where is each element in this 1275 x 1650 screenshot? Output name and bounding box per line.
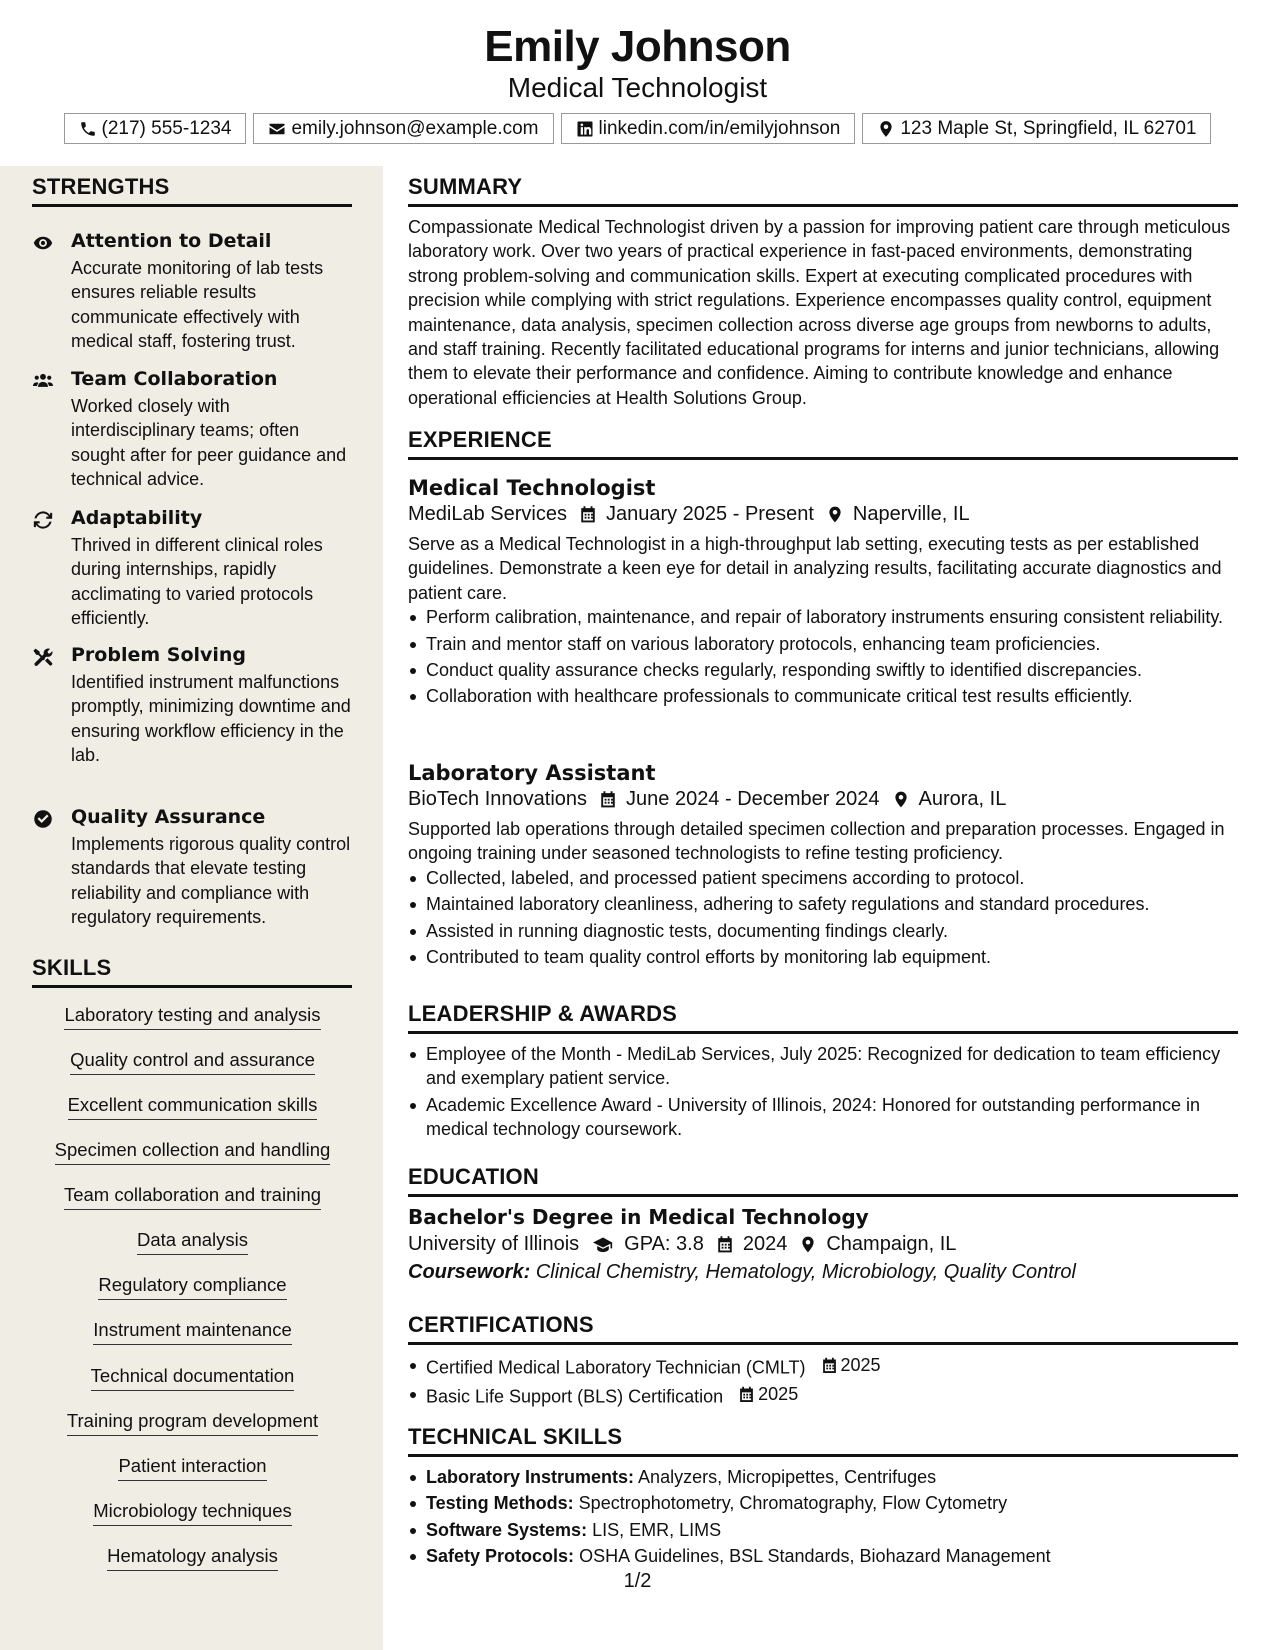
- job-bullets: [408, 605, 1238, 709]
- resume-header: [0, 0, 1275, 160]
- strengths-heading: STRENGTHS: [32, 174, 352, 207]
- strength-desc: Identified instrument malfunctions promptly, minimizing downtime and ensuring workflow efficiency in the lab.: [71, 672, 351, 766]
- job-title: Medical Technologist: [408, 476, 656, 500]
- skill-item: Training program development: [20, 1410, 365, 1436]
- skill-item: Team collaboration and training: [20, 1184, 365, 1210]
- technical-skill-item: Safety Protocols: OSHA Guidelines, BSL Standards, Biohazard Management: [408, 1544, 1238, 1568]
- calendar-icon: [738, 1386, 755, 1403]
- job-location: Aurora, IL: [918, 788, 1007, 810]
- skill-item: Instrument maintenance: [20, 1319, 365, 1345]
- certification-item: [408, 1353, 1238, 1380]
- contact-address: [862, 113, 1211, 144]
- award-item: Employee of the Month - MediLab Services, July 2025: Recognized for dedication to team efficiency and exemplary patient service.: [408, 1042, 1238, 1091]
- check-circle-icon: [32, 809, 54, 829]
- leadership-heading: LEADERSHIP & AWARDS: [408, 1001, 1238, 1034]
- sidebar: [0, 166, 383, 1650]
- location-pin-icon: [826, 505, 844, 524]
- contact-phone: [64, 113, 247, 144]
- certification-name: Basic Life Support (BLS) Certification: [426, 1386, 724, 1407]
- skill-item: Regulatory compliance: [20, 1274, 365, 1300]
- job-location: Naperville, IL: [852, 503, 970, 525]
- location-pin-icon: [877, 120, 895, 138]
- strength-title: Team Collaboration: [71, 368, 278, 390]
- contact-email-text[interactable]: emily.johnson@example.com: [291, 117, 539, 139]
- strength-desc: Accurate monitoring of lab tests ensures reliable results communicate effectively with medical staff, fostering trust.: [71, 258, 324, 352]
- contact-bar: [0, 113, 1275, 144]
- degree-name: Bachelor's Degree in Medical Technology: [408, 1205, 869, 1229]
- calendar-icon: [599, 790, 617, 809]
- candidate-title: Medical Technologist: [507, 72, 768, 103]
- technical-skill-item: Software Systems: LIS, EMR, LIMS: [408, 1518, 1238, 1542]
- technical-skills-list: [408, 1465, 1238, 1569]
- technical-skill-item: Testing Methods: Spectrophotometry, Chromatography, Flow Cytometry: [408, 1491, 1238, 1515]
- skill-item: Excellent communication skills: [20, 1094, 365, 1120]
- job-bullet: Contributed to team quality control efforts by monitoring lab equipment.: [408, 945, 1238, 969]
- strength-title: Quality Assurance: [71, 806, 266, 828]
- certification-item: [408, 1382, 1238, 1409]
- job-meta: [408, 503, 1238, 526]
- skill-item: Data analysis: [20, 1229, 365, 1255]
- job-bullet: Assisted in running diagnostic tests, documenting findings clearly.: [408, 919, 1238, 943]
- certification-year: 2025: [840, 1355, 881, 1375]
- education-meta: [408, 1233, 1238, 1256]
- experience-section: [408, 427, 1238, 460]
- job-dates: June 2024 - December 2024: [626, 788, 880, 810]
- graduation-year: 2024: [742, 1233, 788, 1255]
- calendar-icon: [716, 1235, 734, 1254]
- strength-desc: Worked closely with interdisciplinary teams; often sought after for peer guidance and technical advice.: [71, 396, 347, 490]
- skill-item: Technical documentation: [20, 1365, 365, 1391]
- summary-heading: SUMMARY: [408, 174, 1238, 207]
- strength-desc: Thrived in different clinical roles during internships, rapidly acclimating to varied protocols efficiently.: [71, 535, 323, 629]
- summary-text: Compassionate Medical Technologist driven by a passion for improving patient care through meticulous laboratory work. Over two years of practical experience in fast-paced environments, demonstrating strong problem-solving and communication skills. Expert at executing complicated procedures with precision while complying with strict regulations. Experience encompasses quality control, equipment maintenance, data analysis, specimen collection across diverse age groups from newborns to adults, and staff training. Recently facilitated educational programs for interns and junior technicians, allowing them to elevate their performance and confidence. Aiming to contribute knowledge and enhance operational efficiencies at Health Solutions Group.: [408, 217, 1231, 408]
- skill-item: Quality control and assurance: [20, 1049, 365, 1075]
- certifications-section: [408, 1312, 1238, 1409]
- job-bullet: Conduct quality assurance checks regularly, responding swiftly to identified discrepancies.: [408, 658, 1238, 682]
- contact-linkedin-text[interactable]: linkedin.com/in/emilyjohnson: [598, 117, 841, 139]
- location-pin-icon: [892, 790, 910, 809]
- education-section: [408, 1164, 1238, 1284]
- job-title: Laboratory Assistant: [408, 761, 656, 785]
- job-company: MediLab Services: [408, 503, 567, 525]
- job-bullet: Train and mentor staff on various laboratory protocols, enhancing team proficiencies.: [408, 632, 1238, 656]
- certification-year: 2025: [758, 1384, 799, 1405]
- envelope-icon: [268, 120, 286, 138]
- skill-item: Microbiology techniques: [20, 1500, 365, 1526]
- candidate-name: Emily Johnson: [484, 22, 791, 71]
- leadership-section: [408, 1001, 1238, 1142]
- calendar-icon: [579, 505, 597, 524]
- education-heading: EDUCATION: [408, 1164, 1238, 1197]
- job-description: Supported lab operations through detailed specimen collection and preparation processes. Engaged in ongoing training under seasoned technologists to refine testing proficiency.: [408, 819, 1225, 864]
- technical-skills-heading: TECHNICAL SKILLS: [408, 1424, 1238, 1457]
- job-meta: [408, 788, 1238, 811]
- strength-title: Problem Solving: [71, 644, 247, 666]
- location-pin-icon: [799, 1235, 817, 1254]
- job-bullet: Perform calibration, maintenance, and repair of laboratory instruments ensuring consistent reliability.: [408, 605, 1238, 629]
- strength-title: Attention to Detail: [71, 230, 272, 252]
- skills-section: [32, 955, 352, 988]
- contact-phone-text: (217) 555-1234: [101, 117, 232, 139]
- page-number: 1/2: [623, 1570, 652, 1592]
- summary-section: [408, 174, 1238, 410]
- contact-linkedin[interactable]: [561, 113, 856, 144]
- graduation-cap-icon: [591, 1235, 615, 1255]
- calendar-icon: [821, 1357, 838, 1374]
- job-entry: [408, 476, 1238, 709]
- coursework-label: Coursework:: [408, 1261, 531, 1283]
- strengths-section: [32, 174, 352, 207]
- job-bullets: [408, 866, 1238, 970]
- school-location: Champaign, IL: [826, 1233, 957, 1255]
- job-company: BioTech Innovations: [408, 788, 588, 810]
- strength-title: Adaptability: [71, 507, 203, 529]
- contact-email[interactable]: [253, 113, 553, 144]
- linkedin-icon: [576, 120, 594, 138]
- coursework: [408, 1261, 1238, 1284]
- certifications-heading: CERTIFICATIONS: [408, 1312, 1238, 1345]
- job-dates: January 2025 - Present: [605, 503, 814, 525]
- job-bullet: Collected, labeled, and processed patient specimens according to protocol.: [408, 866, 1238, 890]
- tools-icon: [32, 647, 54, 667]
- users-icon: [32, 371, 54, 391]
- certifications-list: [408, 1353, 1238, 1409]
- sync-icon: [32, 510, 54, 530]
- skill-item: Laboratory testing and analysis: [20, 1004, 365, 1030]
- skills-heading: SKILLS: [32, 955, 352, 988]
- technical-skill-item: Laboratory Instruments: Analyzers, Micropipettes, Centrifuges: [408, 1465, 1238, 1489]
- job-entry: [408, 761, 1238, 969]
- job-bullet: Collaboration with healthcare professionals to communicate critical test results efficiently.: [408, 684, 1238, 708]
- certification-name: Certified Medical Laboratory Technician (CMLT): [426, 1357, 806, 1378]
- contact-address-text: 123 Maple St, Springfield, IL 62701: [900, 117, 1197, 139]
- phone-icon: [79, 120, 97, 138]
- award-item: Academic Excellence Award - University of Illinois, 2024: Honored for outstanding performance in medical technology coursework.: [408, 1093, 1238, 1142]
- skill-item: Patient interaction: [20, 1455, 365, 1481]
- strength-desc: Implements rigorous quality control standards that elevate testing reliability and compliance with regulatory requirements.: [71, 834, 351, 928]
- skill-item: Specimen collection and handling: [20, 1139, 365, 1165]
- gpa: GPA: 3.8: [624, 1233, 704, 1255]
- job-description: Serve as a Medical Technologist in a high-throughput lab setting, executing tests as per established guidelines. Demonstrate a keen eye for detail in analyzing results, facilitating accurate diagnostics and patient care.: [408, 534, 1222, 603]
- leadership-list: [408, 1042, 1238, 1142]
- job-bullet: Maintained laboratory cleanliness, adhering to safety regulations and standard procedures.: [408, 892, 1238, 916]
- experience-heading: EXPERIENCE: [408, 427, 1238, 460]
- skill-item: Hematology analysis: [20, 1545, 365, 1571]
- school-name: University of Illinois: [408, 1233, 580, 1255]
- coursework-list: Clinical Chemistry, Hematology, Microbiology, Quality Control: [535, 1261, 1076, 1283]
- eye-icon: [32, 233, 54, 253]
- technical-skills-section: [408, 1424, 1238, 1569]
